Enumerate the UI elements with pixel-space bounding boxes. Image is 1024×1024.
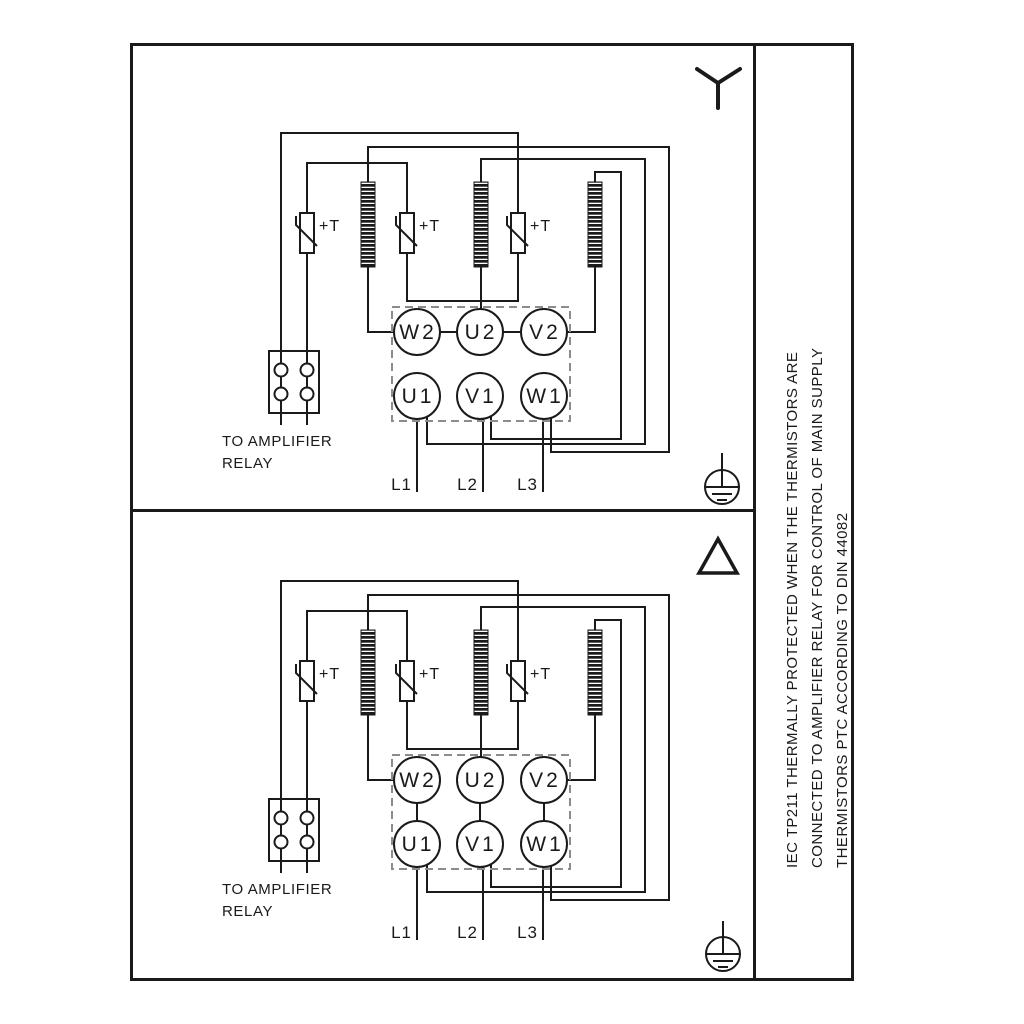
note-line-2: CONNECTED TO AMPLIFIER RELAY FOR CONTROL OF MAIN SUPPLY xyxy=(809,347,826,868)
thermistor-body xyxy=(300,213,314,253)
winding-coil-3 xyxy=(588,630,602,715)
terminal-v1-label: V1 xyxy=(465,385,497,408)
connector-box xyxy=(269,351,319,413)
amplifier-relay-connector xyxy=(269,351,319,413)
terminal-u1-label: U1 xyxy=(401,833,435,856)
thermistor-label: +T xyxy=(530,218,552,235)
ptc-thermistor-1 xyxy=(296,213,340,253)
terminal-v1-label: V1 xyxy=(465,833,497,856)
ptc-thermistor-1 xyxy=(296,661,340,701)
relay-note-line2: RELAY xyxy=(222,903,274,920)
supply-label-l2: L2 xyxy=(457,475,478,494)
terminal-w2-label: W2 xyxy=(399,321,437,344)
relay-note-line1: TO AMPLIFIER xyxy=(222,881,333,898)
supply-label-l3: L3 xyxy=(517,923,538,942)
thermistor-label: +T xyxy=(419,218,441,235)
thermistor-body xyxy=(400,213,414,253)
winding-coil-1 xyxy=(361,630,375,715)
delta-connection-icon xyxy=(699,539,737,573)
note-line-1: IEC TP211 THERMALLY PROTECTED WHEN THE THERMISTORS ARE xyxy=(784,351,801,868)
terminal-w1-label: W1 xyxy=(526,385,564,408)
panel-star xyxy=(222,69,740,504)
ptc-thermistor-3 xyxy=(507,213,551,253)
supply-label-l3: L3 xyxy=(517,475,538,494)
supply-label-l1: L1 xyxy=(391,475,412,494)
thermistor-body xyxy=(300,661,314,701)
thermistor-label: +T xyxy=(319,666,341,683)
earth-ground-icon xyxy=(706,921,740,971)
terminal-u2-label: U2 xyxy=(464,321,498,344)
star-connection-icon xyxy=(697,69,740,108)
note-column xyxy=(784,348,851,868)
terminal-w1-label: W1 xyxy=(526,833,564,856)
connector-pin xyxy=(301,364,314,377)
terminal-u1-label: U1 xyxy=(401,385,435,408)
amplifier-relay-connector xyxy=(269,799,319,861)
connector-pin xyxy=(275,388,288,401)
note-line-3: THERMISTORS PTC ACCORDING TO DIN 44082 xyxy=(834,512,851,868)
winding-coil-2 xyxy=(474,630,488,715)
winding-coil-2 xyxy=(474,182,488,267)
thermistor-label: +T xyxy=(419,666,441,683)
relay-note-line2: RELAY xyxy=(222,455,274,472)
supply-label-l1: L1 xyxy=(391,923,412,942)
connector-box xyxy=(269,799,319,861)
connector-pin xyxy=(275,364,288,377)
connector-pin xyxy=(275,812,288,825)
terminal-w2-label: W2 xyxy=(399,769,437,792)
relay-note-line1: TO AMPLIFIER xyxy=(222,433,333,450)
thermistor-label: +T xyxy=(319,218,341,235)
ptc-thermistor-2 xyxy=(396,661,440,701)
thermistor-body xyxy=(511,661,525,701)
panel-delta xyxy=(222,539,740,971)
terminal-block xyxy=(394,309,567,419)
ptc-thermistor-3 xyxy=(507,661,551,701)
winding-coil-1 xyxy=(361,182,375,267)
earth-ground-icon xyxy=(705,453,739,504)
supply-label-l2: L2 xyxy=(457,923,478,942)
connector-pin xyxy=(275,836,288,849)
delta-bridge-link xyxy=(417,803,544,821)
terminal-v2-label: V2 xyxy=(529,769,561,792)
winding-coil-3 xyxy=(588,182,602,267)
terminal-u2-label: U2 xyxy=(464,769,498,792)
connector-pin xyxy=(301,388,314,401)
connector-pin xyxy=(301,836,314,849)
thermistor-body xyxy=(400,661,414,701)
thermistor-label: +T xyxy=(530,666,552,683)
ptc-thermistor-2 xyxy=(396,213,440,253)
thermistor-body xyxy=(511,213,525,253)
terminal-v2-label: V2 xyxy=(529,321,561,344)
connector-pin xyxy=(301,812,314,825)
